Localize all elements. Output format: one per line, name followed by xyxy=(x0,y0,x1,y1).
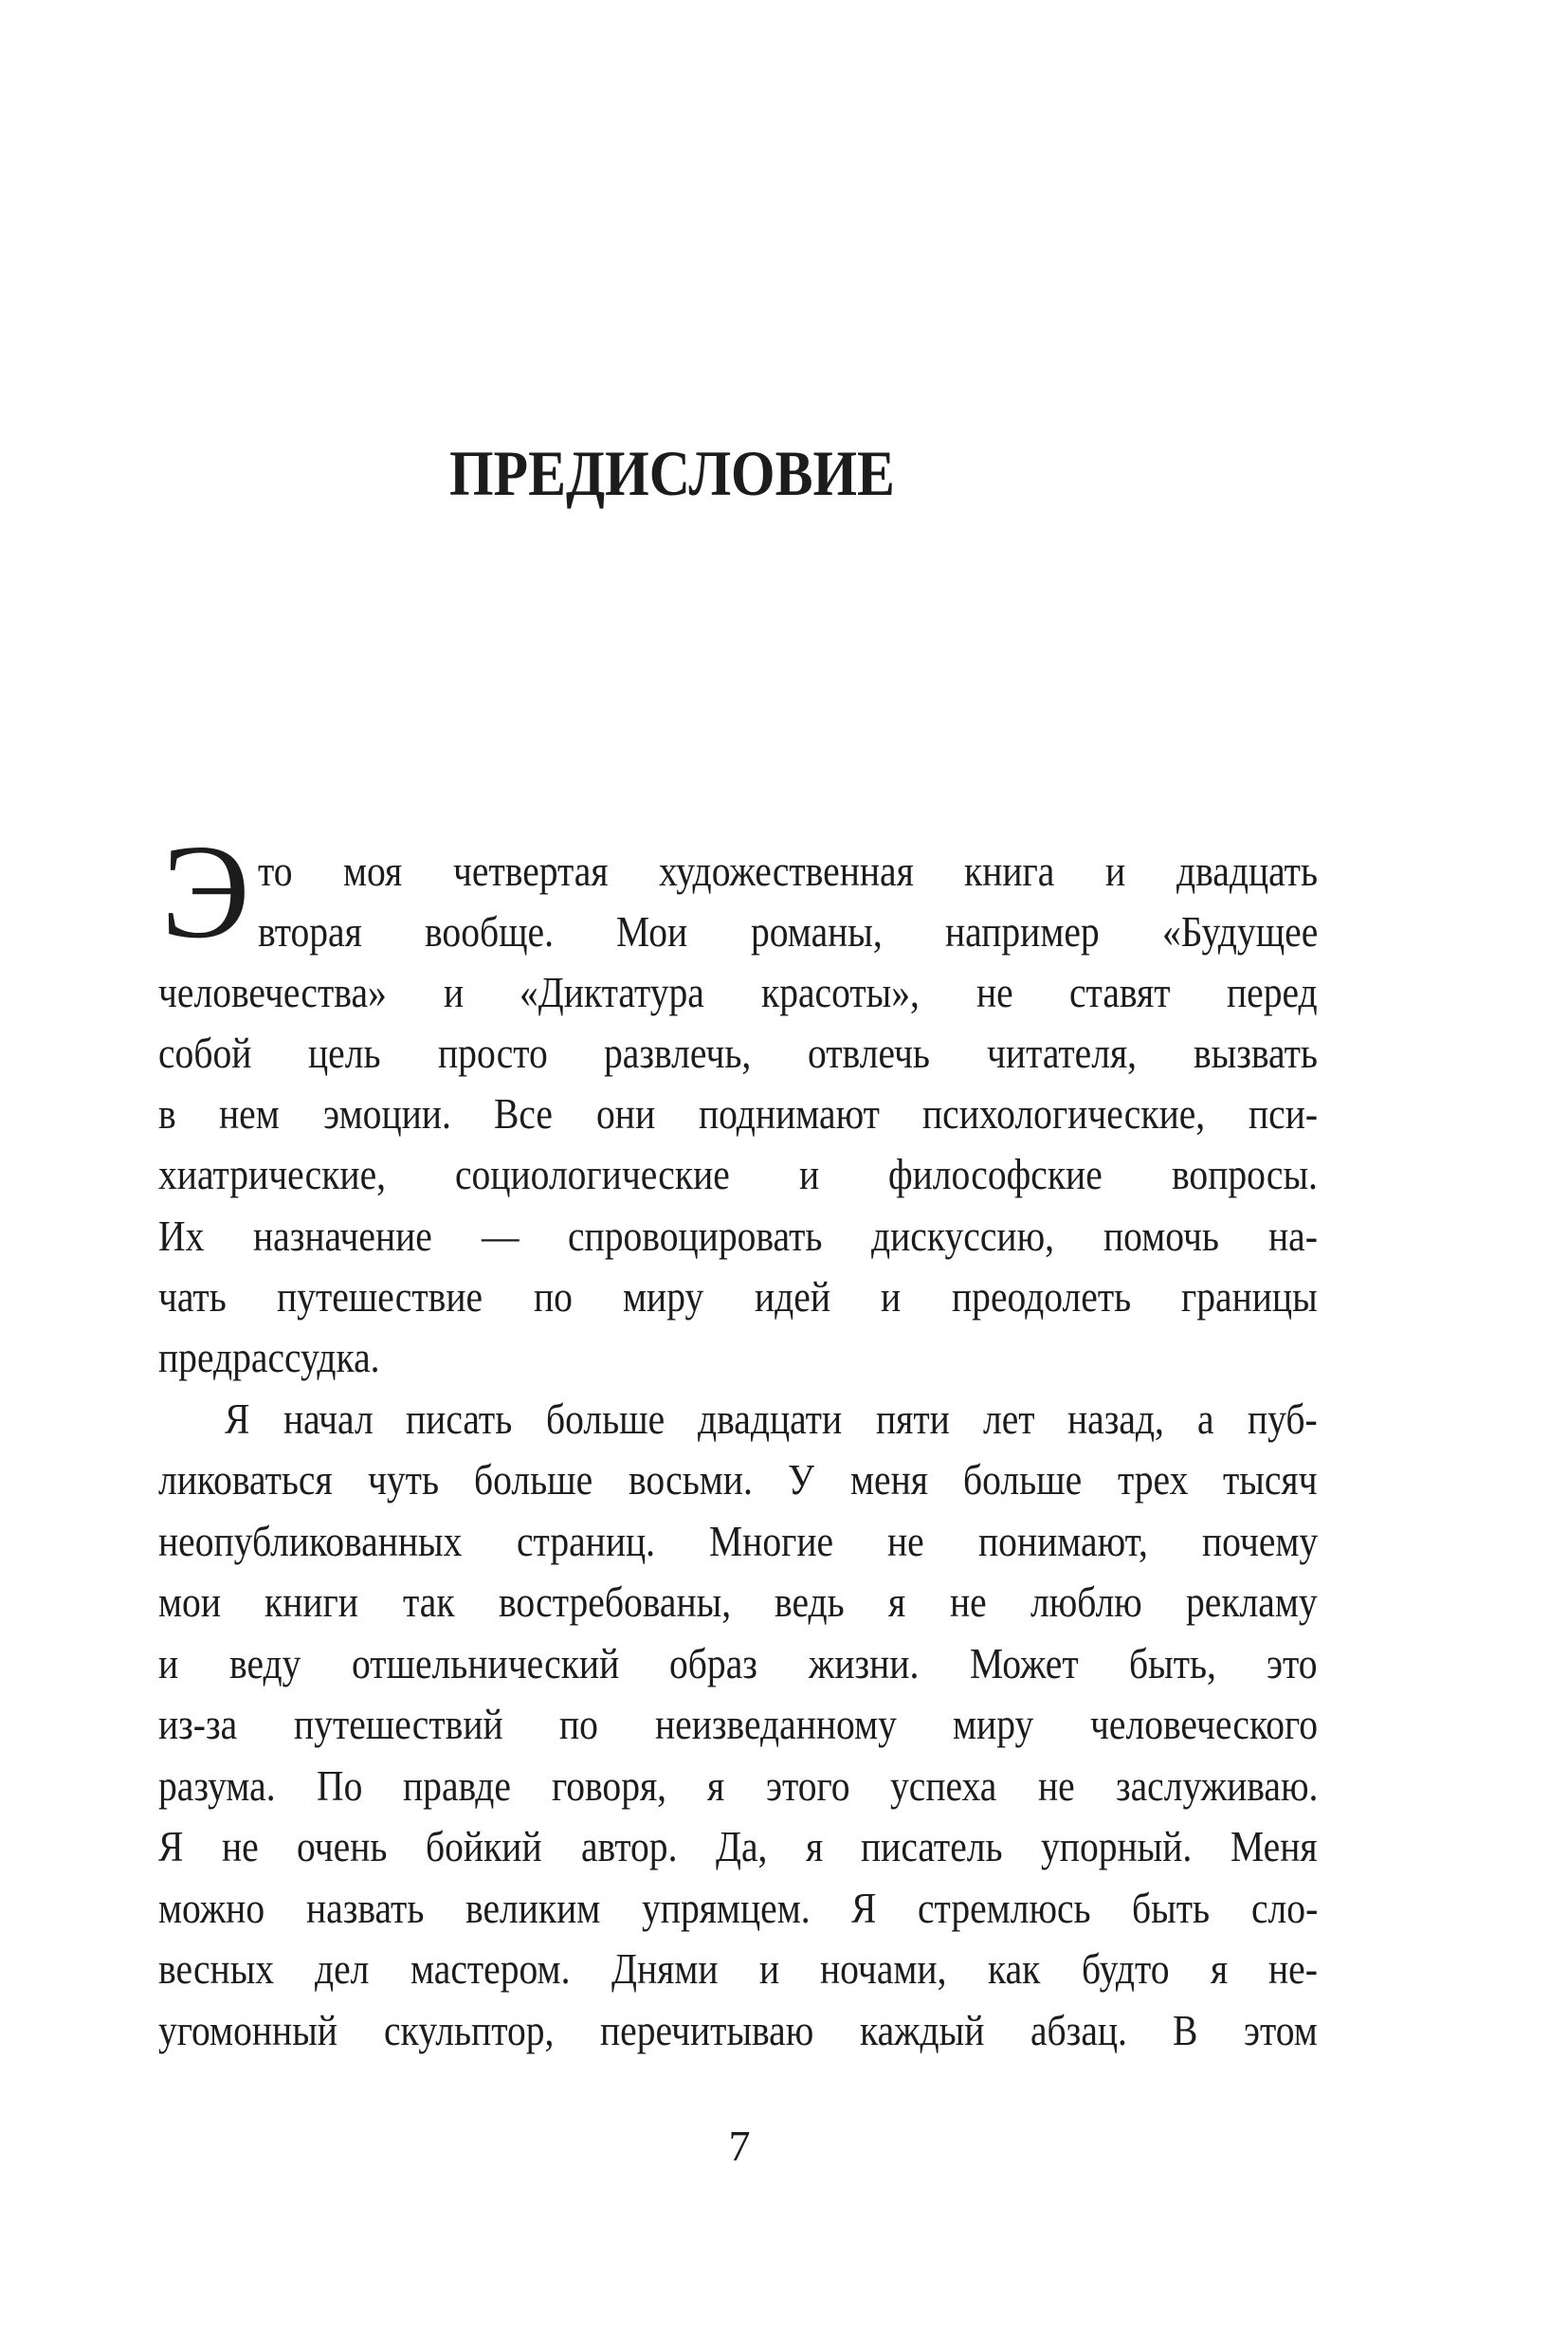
word: почему xyxy=(1201,1517,1318,1565)
word: отшельнический xyxy=(351,1639,619,1687)
word: дискуссию, xyxy=(871,1212,1055,1260)
page-number: 7 xyxy=(728,2122,751,2170)
word: быть xyxy=(1132,1884,1211,1932)
text-line xyxy=(158,1150,1318,1213)
word: назначение xyxy=(253,1212,433,1260)
word: люблю xyxy=(1030,1577,1142,1626)
text-line xyxy=(158,2006,1318,2069)
word: психологические, xyxy=(922,1089,1206,1138)
word: этого xyxy=(765,1761,850,1810)
text-line xyxy=(158,1761,1318,1825)
text-line xyxy=(158,1639,1318,1703)
word: ликоваться xyxy=(158,1455,333,1504)
word: веду xyxy=(228,1639,301,1687)
word: ведь xyxy=(775,1577,845,1626)
word: ставят xyxy=(1069,968,1171,1016)
word: так xyxy=(402,1577,455,1626)
word: понимают, xyxy=(977,1517,1148,1565)
chapter-title xyxy=(449,436,1030,509)
word: писать xyxy=(406,1395,513,1443)
word: не xyxy=(221,1822,259,1870)
word: в xyxy=(158,1089,176,1138)
word: не xyxy=(949,1577,987,1626)
word: книги xyxy=(264,1577,359,1626)
word: Многие xyxy=(708,1517,833,1565)
word: Может xyxy=(969,1639,1079,1687)
word: предрассудка. xyxy=(158,1333,380,1381)
word: перечитываю xyxy=(599,2006,813,2054)
word: собой xyxy=(158,1029,252,1077)
word: не- xyxy=(1268,1944,1318,1993)
word: просто xyxy=(437,1029,548,1077)
word: и xyxy=(758,1944,779,1993)
drop-cap-letter: Э xyxy=(161,816,250,966)
word: художественная xyxy=(658,847,914,895)
word: книга xyxy=(964,847,1055,895)
word: успеха xyxy=(890,1761,997,1810)
word: По xyxy=(316,1761,363,1810)
word: абзац. xyxy=(1030,2006,1127,2054)
word: восьми. xyxy=(629,1455,753,1504)
word: эмоции. xyxy=(322,1089,451,1138)
word: меня xyxy=(849,1455,928,1504)
word: я xyxy=(707,1761,725,1810)
word: пси- xyxy=(1248,1089,1318,1138)
word: писатель xyxy=(861,1822,1003,1870)
word: и xyxy=(798,1150,820,1198)
word: дел xyxy=(315,1944,370,1993)
word: говоря, xyxy=(552,1761,667,1810)
word: автор. xyxy=(580,1822,677,1870)
word: пяти xyxy=(875,1395,950,1443)
word: они xyxy=(595,1089,655,1138)
word: начал xyxy=(283,1395,374,1443)
text-line xyxy=(158,1700,1319,1763)
word: сло- xyxy=(1250,1884,1318,1932)
text-line xyxy=(158,1031,1318,1092)
word: угомонный xyxy=(158,2006,337,2054)
word: мои xyxy=(158,1577,221,1626)
word: упрямцем. xyxy=(641,1884,811,1932)
word: разума. xyxy=(158,1761,276,1810)
word: неизведанному xyxy=(654,1700,897,1748)
word: преодолеть xyxy=(951,1272,1131,1321)
word: Я xyxy=(158,1822,184,1870)
word: философские xyxy=(888,1150,1103,1198)
word: чуть xyxy=(368,1455,440,1504)
text-line xyxy=(258,907,1319,971)
word: скульптор, xyxy=(383,2006,555,2054)
word: У xyxy=(788,1455,815,1504)
word: цель xyxy=(308,1029,381,1077)
word: «Будущее xyxy=(1161,907,1319,956)
word: Их xyxy=(158,1212,205,1260)
word: заслуживаю. xyxy=(1115,1761,1318,1810)
word: можно xyxy=(158,1884,265,1932)
word: Я xyxy=(225,1395,250,1443)
word: и xyxy=(881,1272,902,1321)
word: ночами, xyxy=(820,1944,947,1993)
text-line xyxy=(158,1944,1318,2008)
word: четвертая xyxy=(452,847,609,895)
word: не xyxy=(1037,1761,1075,1810)
word: Днями xyxy=(611,1944,719,1993)
word: двадцати xyxy=(698,1395,843,1443)
word: трех xyxy=(1117,1455,1189,1504)
word: по xyxy=(559,1700,599,1748)
word: не xyxy=(886,1517,924,1565)
word: Все xyxy=(494,1089,554,1138)
word: лет xyxy=(982,1395,1035,1443)
word: читателя, xyxy=(987,1029,1138,1077)
word: поднимают xyxy=(698,1089,880,1138)
text-line xyxy=(158,1517,1318,1580)
text-line xyxy=(225,1397,1318,1458)
word: миру xyxy=(623,1272,704,1321)
word: бойкий xyxy=(426,1822,542,1870)
word: вообще. xyxy=(425,907,555,956)
word: больше xyxy=(963,1455,1083,1504)
word: быть, xyxy=(1128,1639,1216,1687)
word: образ xyxy=(669,1639,758,1687)
word: весных xyxy=(158,1944,275,1993)
word: чать xyxy=(158,1272,227,1321)
word: упорный. xyxy=(1041,1822,1193,1870)
word: социологические xyxy=(455,1150,730,1198)
word: назад, xyxy=(1067,1395,1165,1443)
word: страниц. xyxy=(516,1517,655,1565)
word: по xyxy=(533,1272,573,1321)
word: Я xyxy=(850,1884,877,1932)
word: миру xyxy=(953,1700,1034,1748)
word: моя xyxy=(343,847,403,895)
word: из-за xyxy=(158,1700,238,1748)
word: а xyxy=(1197,1395,1215,1443)
word: мастером. xyxy=(410,1944,571,1993)
word: перед xyxy=(1227,968,1318,1016)
word: и xyxy=(1105,847,1126,895)
word: на- xyxy=(1268,1212,1318,1260)
word: будто xyxy=(1081,1944,1170,1993)
word: тысяч xyxy=(1223,1455,1318,1504)
word: вопросы. xyxy=(1172,1150,1318,1198)
text-line xyxy=(258,849,1318,910)
word: например xyxy=(944,907,1100,956)
word: жизни. xyxy=(808,1639,920,1687)
word: человеческого xyxy=(1090,1700,1319,1748)
word: В xyxy=(1173,2006,1198,2054)
word: каждый xyxy=(859,2006,984,2054)
word: человечества» xyxy=(158,968,387,1016)
word: романы, xyxy=(750,907,883,956)
word: и xyxy=(443,968,464,1016)
word: этом xyxy=(1244,2006,1318,2054)
word: Да, xyxy=(715,1822,767,1870)
word: красоты», xyxy=(760,968,920,1016)
word: больше xyxy=(545,1395,665,1443)
text-line xyxy=(158,1884,1318,1947)
word: «Диктатура xyxy=(520,968,705,1016)
word: очень xyxy=(297,1822,388,1870)
word: двадцать xyxy=(1176,847,1318,895)
word: границы xyxy=(1181,1272,1319,1321)
word: Меня xyxy=(1231,1822,1318,1870)
word: развлечь, xyxy=(604,1029,752,1077)
word: стремлюсь xyxy=(917,1884,1091,1932)
text-line xyxy=(158,1214,1318,1275)
word: великим xyxy=(465,1884,601,1932)
word: востребованы, xyxy=(498,1577,731,1626)
word: как xyxy=(987,1944,1041,1993)
word: отвлечь xyxy=(808,1029,931,1077)
word: то xyxy=(258,847,293,895)
word: хиатрические, xyxy=(158,1150,387,1198)
text-line xyxy=(158,1822,1318,1886)
word: нем xyxy=(219,1089,281,1138)
word: не xyxy=(975,968,1013,1016)
text-line xyxy=(158,1272,1319,1336)
text-line xyxy=(158,1333,1318,1396)
word: помочь xyxy=(1103,1212,1220,1260)
word: я xyxy=(805,1822,823,1870)
word: пуб- xyxy=(1248,1395,1318,1443)
text-line xyxy=(158,1089,1318,1153)
word: это xyxy=(1267,1639,1318,1687)
word: вторая xyxy=(258,907,362,956)
word: я xyxy=(1210,1944,1228,1993)
word: путешествие xyxy=(277,1272,483,1321)
chapter-title-text: ПРЕДИСЛОВИЕ xyxy=(449,436,895,509)
word: вызвать xyxy=(1194,1029,1318,1077)
word: правде xyxy=(403,1761,512,1810)
word: путешествий xyxy=(293,1700,503,1748)
text-line xyxy=(158,1455,1318,1519)
word: и xyxy=(158,1639,179,1687)
word: спровоцировать xyxy=(568,1212,823,1260)
word: я xyxy=(888,1577,906,1626)
text-line xyxy=(158,968,1318,1031)
word: неопубликованных xyxy=(158,1517,463,1565)
word: — xyxy=(481,1212,520,1260)
text-line xyxy=(158,1577,1318,1641)
word: идей xyxy=(754,1272,830,1321)
word: больше xyxy=(474,1455,593,1504)
word: Мои xyxy=(616,907,688,956)
word: назвать xyxy=(305,1884,425,1932)
word: рекламу xyxy=(1186,1577,1318,1626)
